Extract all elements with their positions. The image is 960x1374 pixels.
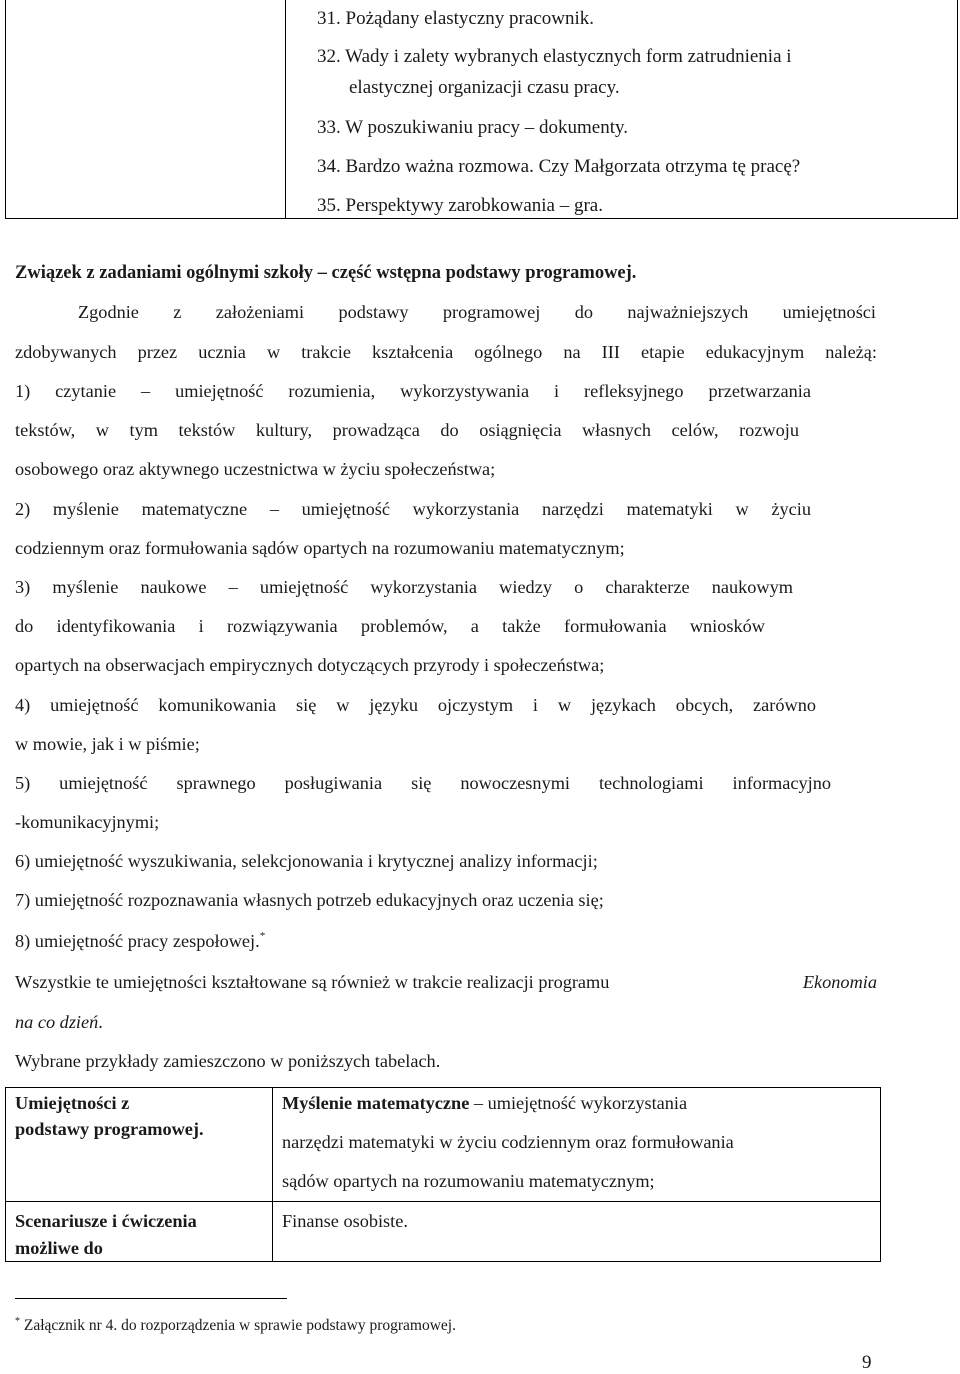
list-item: 33. W poszukiwaniu pracy – dokumenty. <box>317 117 629 138</box>
skill-item-2: 2) myślenie matematyczne – umiejętność wykorzystania narzędzi matematyki w życiu <box>15 499 811 519</box>
skill-item-3: 3) myślenie naukowe – umiejętność wykorzystania wiedzy o charakterze naukowym <box>15 577 793 597</box>
paragraph-line: w mowie, jak i w piśmie; <box>15 734 200 754</box>
paragraph-line: codziennym oraz formułowania sądów opartych na rozumowaniu matematycznym; <box>15 538 625 558</box>
paragraph-line: opartych na obserwacjach empirycznych dotyczących przyrody i społeczeństwa; <box>15 655 605 675</box>
table-divider <box>285 0 286 218</box>
skill-item-8: 8) umiejętność pracy zespołowej.* <box>15 930 266 951</box>
section-heading: Związek z zadaniami ogólnymi szkoły – część wstępna podstawy programowej. <box>15 263 637 283</box>
skill-item-5: 5) umiejętność sprawnego posługiwania się nowoczesnymi technologiami informacyjno <box>15 773 831 793</box>
list-item: 31. Pożądany elastyczny pracownik. <box>317 8 594 29</box>
table-row-label: Scenariusze i ćwiczenia <box>15 1211 197 1231</box>
paragraph-line: osobowego oraz aktywnego uczestnictwa w życiu społeczeństwa; <box>15 459 496 479</box>
list-item: 32. Wady i zalety wybranych elastycznych form zatrudnienia i <box>317 46 792 67</box>
summary-paragraph: Wszystkie te umiejętności kształtowane są również w trakcie realizacji programu Ekonomia <box>15 972 877 992</box>
table-row-label: Umiejętności z <box>15 1093 130 1113</box>
paragraph-line: Zgodnie z założeniami podstawy programowej do najważniejszych umiejętności <box>78 302 876 322</box>
table-divider <box>272 1088 273 1261</box>
paragraph-line: do identyfikowania i rozwiązywania problemów, a także formułowania wniosków <box>15 616 765 636</box>
footnote-separator <box>15 1298 287 1299</box>
paragraph-line: tekstów, w tym tekstów kultury, prowadząca do osiągnięcia własnych celów, rozwoju <box>15 420 799 440</box>
table-cell: Finanse osobiste. <box>282 1211 408 1231</box>
lesson-topics-table <box>5 0 958 219</box>
footnote: * Załącznik nr 4. do rozporządzenia w sprawie podstawy programowej. <box>15 1316 456 1334</box>
skill-item-1: 1) czytanie – umiejętność rozumienia, wykorzystywania i refleksyjnego przetwarzania <box>15 381 811 401</box>
paragraph-line: zdobywanych przez ucznia w trakcie kształcenia ogólnego na III etapie edukacyjnym należą: <box>15 342 877 362</box>
table-row-label: możliwe do <box>15 1238 103 1258</box>
footnote-reference: * <box>259 930 266 942</box>
list-item-continuation: elastycznej organizacji czasu pracy. <box>349 77 620 98</box>
skill-item-4: 4) umiejętność komunikowania się w języku ojczystym i w językach obcych, zarówno <box>15 695 816 715</box>
list-item: 35. Perspektywy zarobkowania – gra. <box>317 195 603 216</box>
skill-item-7: 7) umiejętność rozpoznawania własnych potrzeb edukacyjnych oraz uczenia się; <box>15 890 604 910</box>
table-cell: sądów opartych na rozumowaniu matematycznym; <box>282 1171 655 1191</box>
list-item: 34. Bardzo ważna rozmowa. Czy Małgorzata otrzyma tę pracę? <box>317 156 801 177</box>
paragraph-line: Wybrane przykłady zamieszczono w poniższych tabelach. <box>15 1051 441 1071</box>
table-divider <box>6 1201 880 1202</box>
table-cell: narzędzi matematyki w życiu codziennym oraz formułowania <box>282 1132 734 1152</box>
skill-item-6: 6) umiejętność wyszukiwania, selekcjonowania i krytycznej analizy informacji; <box>15 851 598 871</box>
table-cell: Myślenie matematyczne – umiejętność wykorzystania <box>282 1093 688 1113</box>
paragraph-line: na co dzień. <box>15 1012 103 1032</box>
paragraph-line: -komunikacyjnymi; <box>15 812 160 832</box>
table-row-label: podstawy programowej. <box>15 1119 204 1139</box>
page-number: 9 <box>862 1352 872 1373</box>
